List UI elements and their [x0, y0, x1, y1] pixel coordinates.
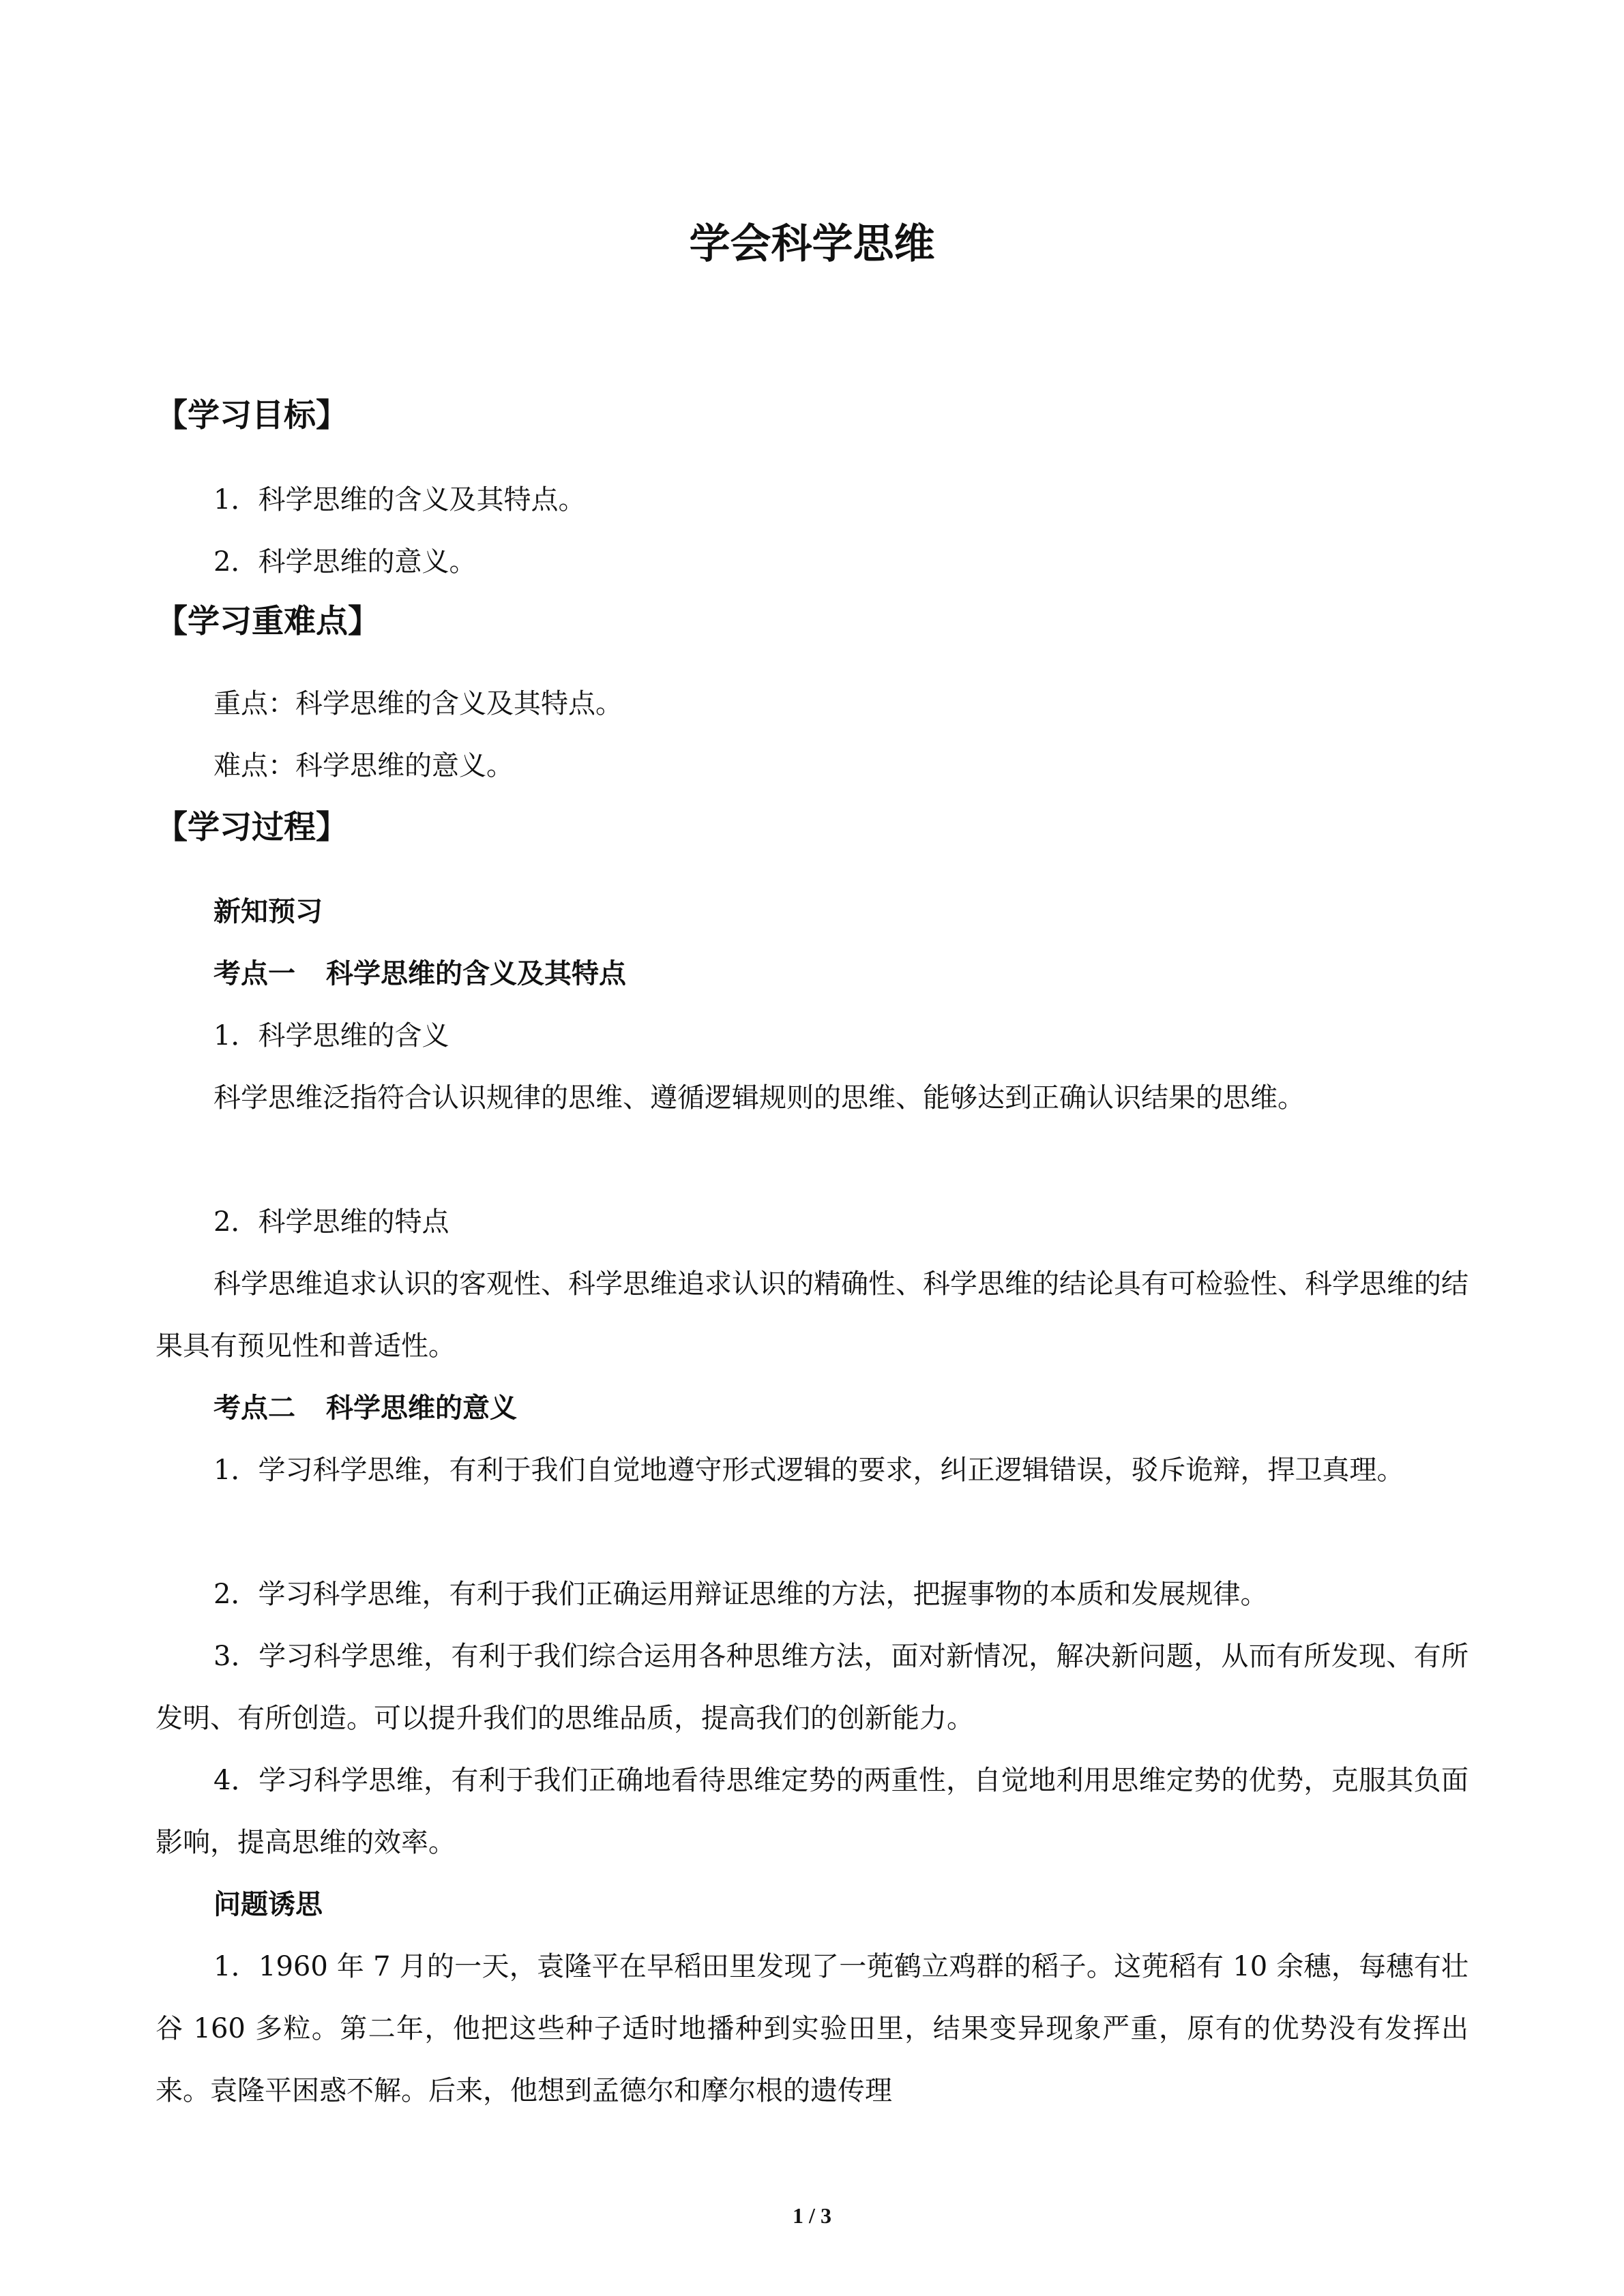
goal-item-1: 1．科学思维的含义及其特点。	[213, 484, 586, 516]
point-two-label: 考点二	[213, 1392, 295, 1424]
subheading-point-two	[156, 1377, 1468, 1440]
difficult-point: 难点：科学思维的意义。	[213, 750, 514, 781]
subheading-new-knowledge-preview: 新知预习	[213, 896, 323, 927]
heading-key-difficult-points: 【学习重难点】	[156, 603, 380, 640]
paragraph: 2．学习科学思维，有利于我们正确运用辩证思维的方法，把握事物的本质和发展规律。	[213, 1579, 1268, 1610]
paragraph: 3．学习科学思维，有利于我们综合运用各种思维方法，面对新情况，解决新问题，从而有所发现、有所发明、有所创造。可以提升我们的思维品质，提高我们的创新能力。	[156, 1641, 1468, 1734]
heading-learning-goals: 【学习目标】	[156, 397, 348, 434]
goal-item-2: 2．科学思维的意义。	[213, 546, 477, 578]
page-number: 1 / 3	[793, 2203, 831, 2228]
paragraph: 科学思维泛指符合认识规律的思维、遵循逻辑规则的思维、能够达到正确认识结果的思维。	[213, 1082, 1305, 1114]
paragraph: 1．科学思维的含义	[213, 1020, 449, 1052]
paragraph: 科学思维追求认识的客观性、科学思维追求认识的精确性、科学思维的结论具有可检验性、科学思维的结果具有预见性和普适性。	[156, 1268, 1468, 1362]
paragraph: 2．科学思维的特点	[213, 1206, 449, 1238]
point-one-title: 科学思维的含义及其特点	[326, 958, 626, 989]
key-point: 重点：科学思维的含义及其特点。	[213, 688, 623, 719]
paragraph: 1．学习科学思维，有利于我们自觉地遵守形式逻辑的要求，纠正逻辑错误，驳斥诡辩，捍卫真理。	[213, 1455, 1404, 1486]
subheading-question-inquiry: 问题诱思	[213, 1889, 323, 1920]
subheading-point-one	[156, 943, 1468, 1005]
paragraph: 4．学习科学思维，有利于我们正确地看待思维定势的两重性，自觉地利用思维定势的优势，克服其负面影响，提高思维的效率。	[156, 1765, 1468, 1858]
page-title: 学会科学思维	[689, 220, 935, 268]
paragraph: 1．1960 年 7 月的一天，袁隆平在早稻田里发现了一蔸鹤立鸡群的稻子。这蔸稻有 10 余穗，每穗有壮谷 160 多粒。第二年，他把这些种子适时地播种到实验田里，结果变异现象严重，原有的优势没有发挥出来。袁隆平困惑不解。后来，他想到孟德尔和摩尔根的遗传理	[156, 1951, 1468, 2106]
heading-learning-process: 【学习过程】	[156, 809, 348, 846]
point-one-label: 考点一	[213, 958, 295, 989]
point-two-title: 科学思维的意义	[326, 1392, 517, 1424]
